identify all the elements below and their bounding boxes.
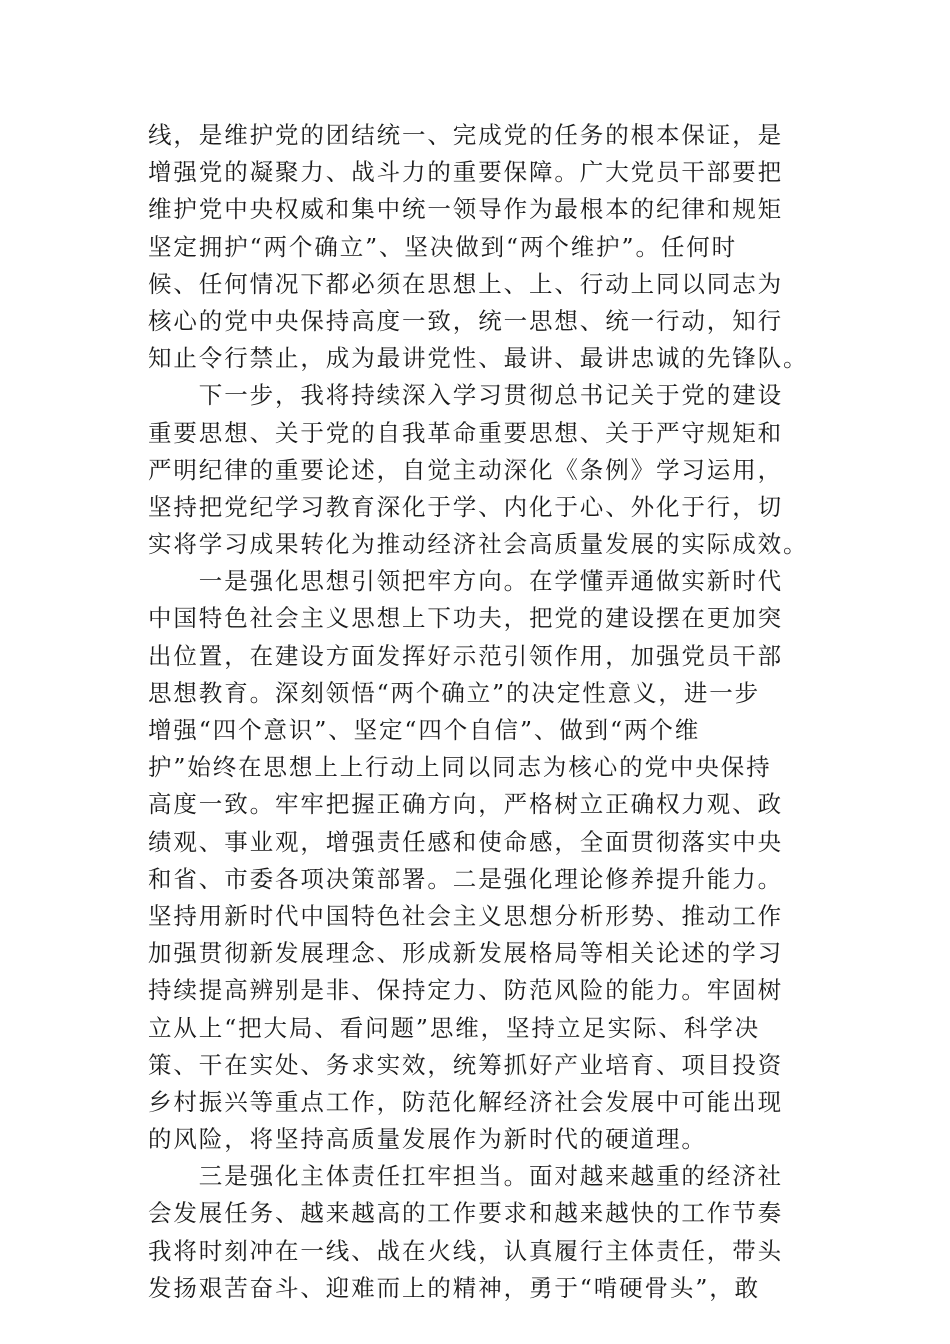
text-line: 策、干在实处、务求实效，统筹抓好产业培育、项目投资 <box>148 1050 783 1079</box>
paragraph-start-line: 一是强化思想引领把牢方向。在学懂弄通做实新时代 <box>148 567 783 596</box>
text-line: 重要思想、关于党的自我革命重要思想、关于严守规矩和 <box>148 418 783 447</box>
text-line: 乡村振兴等重点工作，防范化解经济社会发展中可能出现 <box>148 1087 783 1116</box>
text-line: 护”始终在思想上上行动上同以同志为核心的党中央保持 <box>148 753 772 782</box>
text-line: 核心的党中央保持高度一致，统一思想、统一行动，知行 <box>148 306 783 335</box>
text-line: 我将时刻冲在一线、战在火线，认真履行主体责任，带头 <box>148 1236 783 1265</box>
text-line: 增强党的凝聚力、战斗力的重要保障。广大党员干部要把 <box>148 158 783 187</box>
paragraph-start-line: 三是强化主体责任扛牢担当。面对越来越重的经济社 <box>148 1162 783 1191</box>
text-line: 坚持用新时代中国特色社会主义思想分析形势、推动工作 <box>148 901 783 930</box>
text-line: 严明纪律的重要论述，自觉主动深化《条例》学习运用， <box>148 455 783 484</box>
text-line: 会发展任务、越来越高的工作要求和越来越快的工作节奏 <box>148 1199 783 1228</box>
text-line: 坚持把党纪学习教育深化于学、内化于心、外化于行，切 <box>148 492 783 521</box>
paragraph-start-line: 下一步，我将持续深入学习贯彻总书记关于党的建设 <box>148 381 783 410</box>
text-line: 出位置，在建设方面发挥好示范引领作用，加强党员干部 <box>148 641 783 670</box>
text-line: 的风险，将坚持高质量发展作为新时代的硬道理。 <box>148 1125 707 1154</box>
text-line: 和省、市委各项决策部署。二是强化理论修养提升能力。 <box>148 864 783 893</box>
text-line: 持续提高辨别是非、保持定力、防范风险的能力。牢固树 <box>148 976 783 1005</box>
text-line: 中国特色社会主义思想上下功夫，把党的建设摆在更加突 <box>148 604 783 633</box>
text-line: 高度一致。牢牢把握正确方向，严格树立正确权力观、政 <box>148 790 783 819</box>
text-line: 加强贯彻新发展理念、形成新发展格局等相关论述的学习 <box>148 939 783 968</box>
text-line: 立从上“把大局、看问题”思维，坚持立足实际、科学决 <box>148 1013 761 1042</box>
text-line: 坚定拥护“两个确立”、坚决做到“两个维护”。任何时 <box>148 232 738 261</box>
text-line: 维护党中央权威和集中统一领导作为最根本的纪律和规矩 <box>148 195 783 224</box>
text-line: 绩观、事业观，增强责任感和使命感，全面贯彻落实中央 <box>148 827 783 856</box>
text-line: 思想教育。深刻领悟“两个确立”的决定性意义，进一步 <box>148 678 761 707</box>
text-line: 增强“四个意识”、坚定“四个自信”、做到“两个维 <box>148 716 701 744</box>
text-line: 候、任何情况下都必须在思想上、上、行动上同以同志为 <box>148 269 783 298</box>
document-body <box>148 117 808 1307</box>
text-line: 实将学习成果转化为推动经济社会高质量发展的实际成效。 <box>148 530 809 559</box>
text-line: 知止令行禁止，成为最讲党性、最讲、最讲忠诚的先锋队。 <box>148 344 809 373</box>
text-line: 发扬艰苦奋斗、迎难而上的精神，勇于“啃硬骨头”，敢 <box>148 1273 761 1302</box>
text-line: 线，是维护党的团结统一、完成党的任务的根本保证，是 <box>148 121 783 149</box>
